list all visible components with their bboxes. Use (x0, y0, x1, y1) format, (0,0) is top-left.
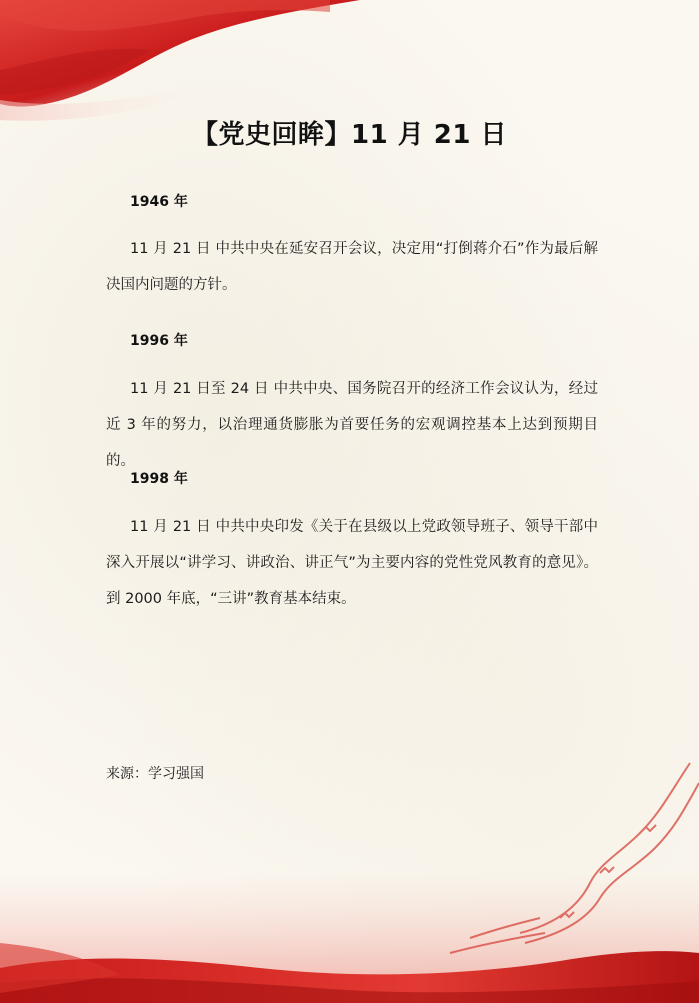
entry-year: 1998 年 (130, 471, 188, 487)
entry-text: 11 月 21 日 中共中央在延安召开会议，决定用“打倒蒋介石”作为最后解决国内问题的方针。 (106, 241, 598, 293)
entry-text: 11 月 21 日至 24 日 中共中央、国务院召开的经济工作会议认为，经过近 3 年的努力，以治理通货膨胀为首要任务的宏观调控基本上达到预期目的。 (106, 381, 598, 469)
entry-year: 1996 年 (130, 333, 188, 349)
red-ribbon-top-decoration (0, 0, 699, 130)
entry-text: 11 月 21 日 中共中央印发《关于在县级以上党政领导班子、领导干部中深入开展以“讲学习、讲政治、讲正气”为主要内容的党性党风教育的意见》。到 2000 年底，“三讲”教育基本结束。 (106, 519, 598, 607)
entry-year: 1946 年 (130, 194, 188, 210)
source-attribution: 来源：学习强国 (106, 766, 204, 782)
red-ribbon-bottom-decoration (0, 753, 699, 1003)
page-title: 【党史回眸】11 月 21 日 (191, 120, 508, 150)
